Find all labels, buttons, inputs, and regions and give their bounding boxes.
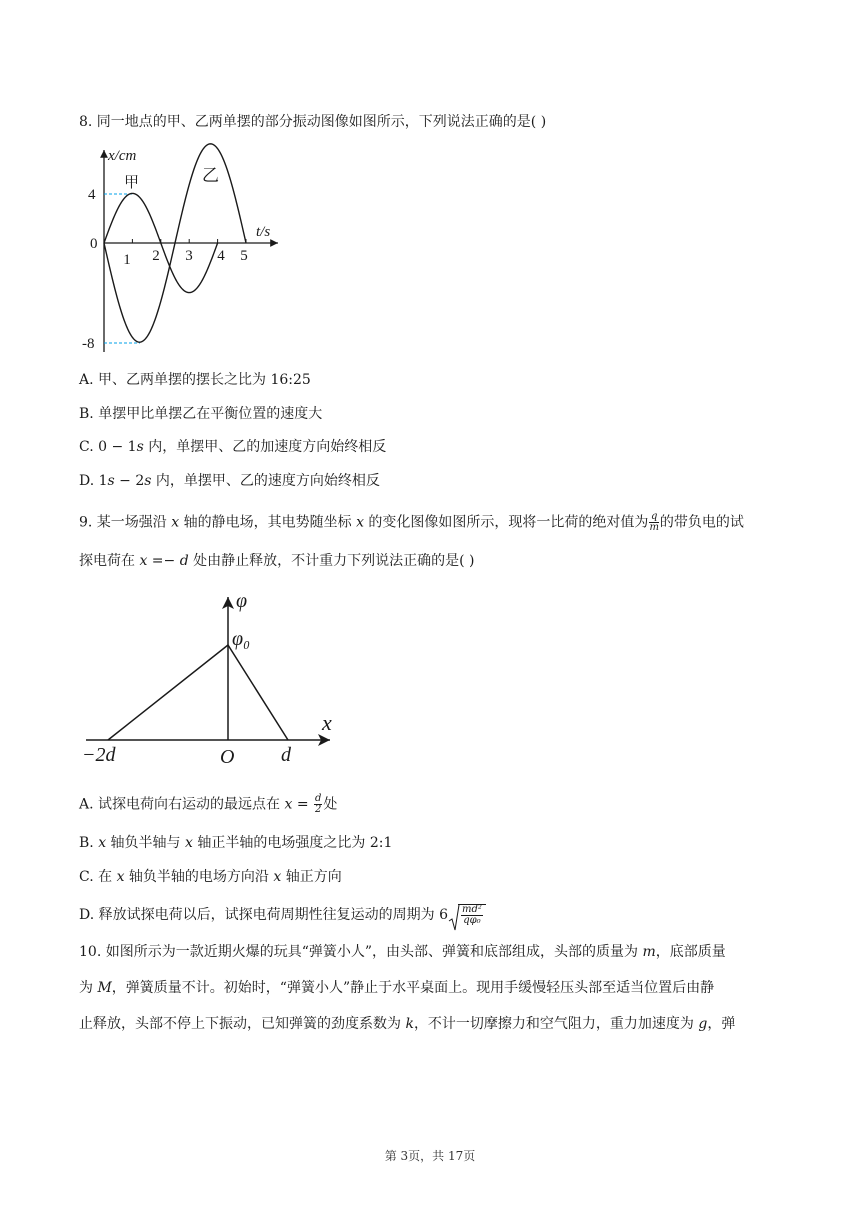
q9-option-c: C. 在 x 轴负半轴的电场方向沿 x 轴正方向 xyxy=(79,869,342,885)
q10-line2: 为 M，弹簧质量不计。初始时，“弹簧小人”静止于水平桌面上。现用手缓慢轻压头部至适当位置后由静 xyxy=(79,980,715,996)
q9-graph xyxy=(78,585,358,770)
q9-period-sqrt: $\frac{\text{md²}}{\text{qφ₀}}$ xyxy=(448,904,486,926)
q9-option-d: D. 释放试探电荷以后，试探电荷周期性往复运动的周期为 6 $\frac{\text{md²}}{\text{qφ₀}}$ xyxy=(79,904,486,926)
q8-origin-label: 0 xyxy=(90,236,98,252)
q8-x-label: t/s xyxy=(256,224,271,240)
q8-y-label: x/cm xyxy=(108,148,137,164)
q8-option-c: C. 0 − 1s 内，单摆甲、乙的加速度方向始终相反 xyxy=(79,439,387,455)
q9-stem-line2: 探电荷在 x =− d 处由静止释放，不计重力下列说法正确的是( ) xyxy=(79,553,475,569)
q8-x-tick-3: 3 xyxy=(185,248,193,264)
q8-option-a: A. 甲、乙两单摆的摆长之比为 16:25 xyxy=(79,372,311,388)
q8-option-b: B. 单摆甲比单摆乙在平衡位置的速度大 xyxy=(79,406,323,422)
q9-d-label: d xyxy=(281,744,291,766)
q10-line3: 止释放，头部不停上下振动，已知弹簧的劲度系数为 k，不计一切摩擦力和空气阻力，重力加速度为 g，弹 xyxy=(79,1016,736,1032)
q9-o-label: O xyxy=(220,746,235,768)
q8-y-tick-neg8: -8 xyxy=(82,336,95,352)
q10-line1: 10. 如图所示为一款近期火爆的玩具“弹簧小人”，由头部、弹簧和底部组成，头部的质量为 m，底部质量 xyxy=(79,944,726,960)
q9-potential-line xyxy=(108,645,288,740)
q8-x-tick-4: 4 xyxy=(217,248,225,264)
q9-option-b: B. x 轴负半轴与 x 轴正半轴的电场强度之比为 2:1 xyxy=(79,835,393,851)
q9-phi0-label: φ₀ xyxy=(232,628,251,650)
q8-option-d: D. 1s − 2s 内，单摆甲、乙的速度方向始终相反 xyxy=(79,473,380,489)
q8-graph xyxy=(78,142,288,357)
q8-stem: 8. 同一地点的甲、乙两单摆的部分振动图像如图所示，下列说法正确的是( ) xyxy=(79,114,547,130)
q8-x-tick-2: 2 xyxy=(152,248,160,264)
q9-x-label: x xyxy=(322,710,332,735)
q9-stem-line1: 9. 某一场强沿 x 轴的静电场，其电势随坐标 x 的变化图像如图所示，现将一比荷的绝对值为 $\frac{q}{m}$ 的带负电的试 xyxy=(79,511,744,533)
q8-x-tick-5: 5 xyxy=(240,248,248,264)
page-footer: 第 3页，共 17页 xyxy=(384,1149,476,1163)
q9-neg2d-label: −2d xyxy=(82,744,116,766)
q8-label-jia: 甲 xyxy=(124,175,140,191)
q9-charge-ratio: $\frac{q}{m}$ xyxy=(649,511,659,533)
q8-y-tick-4: 4 xyxy=(88,187,96,203)
q8-x-tick-1: 1 xyxy=(123,252,131,268)
q9-phi-label: φ xyxy=(236,590,248,612)
q9-option-a: A. 试探电荷向右运动的最远点在 x = $\frac{d}{2}$ 处 xyxy=(79,793,338,815)
q8-label-yi: 乙 xyxy=(202,166,219,185)
